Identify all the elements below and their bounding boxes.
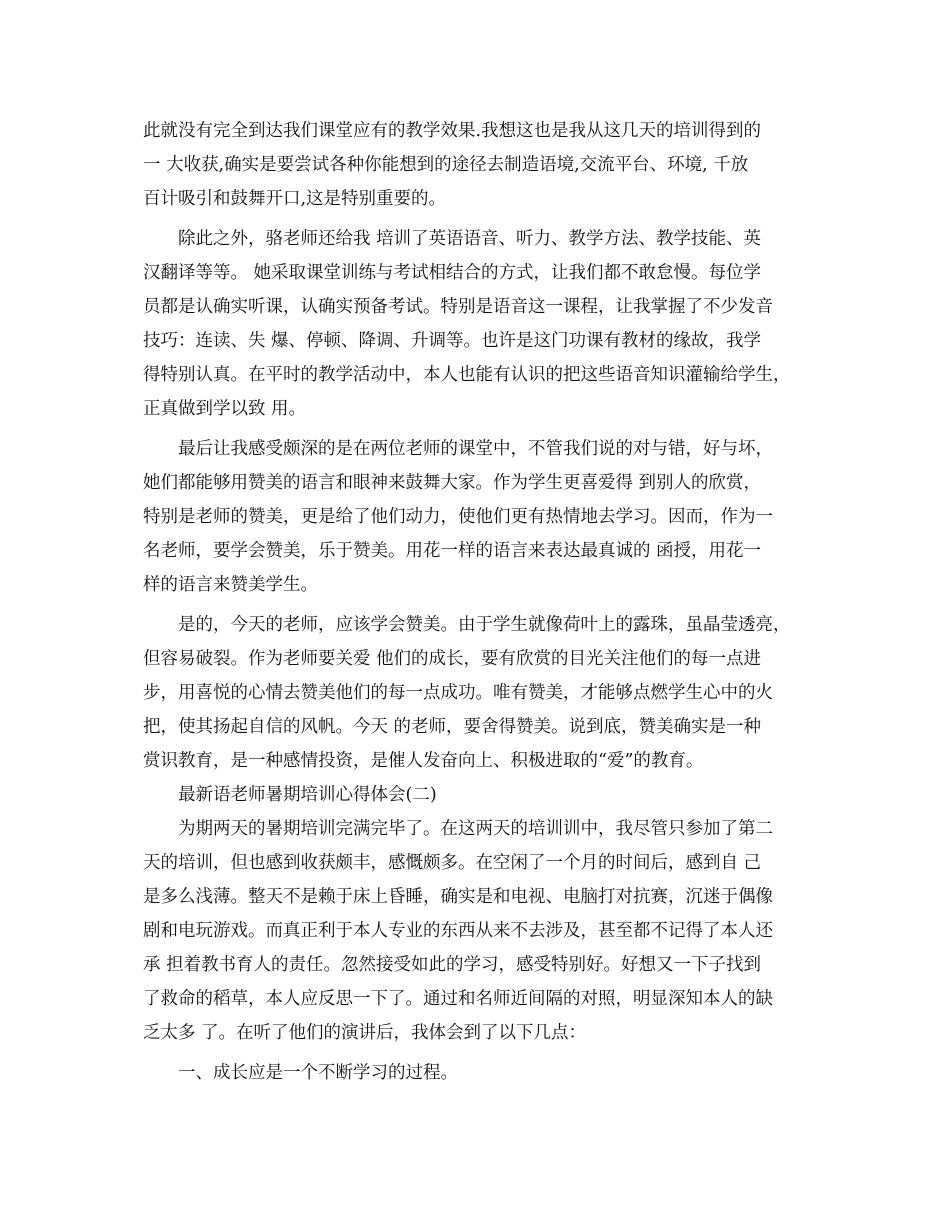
text-line: 样的语言来赞美学生。 bbox=[143, 575, 318, 595]
text-line: 员都是认确实听课，认确实预备考试。特别是语音这一课程，让我掌握了不少发音 bbox=[143, 297, 773, 317]
text-line: 了救命的稻草，本人应反思一下了。通过和名师近间隔的对照，明显深知本人的缺 bbox=[143, 989, 773, 1009]
text-line: 乏太多 了。在听了他们的演讲后，我体会到了以下几点： bbox=[143, 1023, 587, 1043]
text-line: 得特别认真。在平时的教学活动中，本人也能有认识的把这些语音知识灌输给学生， bbox=[143, 365, 791, 385]
text-line: 汉翻译等等。 她采取课堂训练与考试相结合的方式，让我们都不敢怠慢。每位学 bbox=[143, 263, 762, 283]
section-heading: 最新语老师暑期培训心得体会(二) bbox=[143, 785, 437, 805]
text-line: 特别是老师的赞美，更是给了他们动力，使他们更有热情地去学习。因而，作为一 bbox=[143, 507, 773, 527]
text-line: 但容易破裂。作为老师要关爱 他们的成长，要有欣赏的目光关注他们的每一点进 bbox=[143, 649, 762, 669]
text-line: 技巧：连读、失 爆、停顿、降调、升调等。也许是这门功课有教材的缘故，我学 bbox=[143, 331, 762, 351]
paragraph-start-line: 是的，今天的老师，应该学会赞美。由于学生就像荷叶上的露珠，虽晶莹透亮， bbox=[143, 615, 791, 635]
text-line: 正真做到学以致 用。 bbox=[143, 399, 307, 419]
text-line: 承 担着教书育人的责任。忽然接受如此的学习，感受特别好。好想又一下子找到 bbox=[143, 955, 762, 975]
text-line: 剧和电玩游戏。而真正利于本人专业的东西从来不去涉及，甚至都不记得了本人还 bbox=[143, 921, 773, 941]
document-body bbox=[143, 114, 823, 1090]
paragraph-start-line: 为期两天的暑期培训完满完毕了。在这两天的培训训中，我尽管只参加了第二 bbox=[143, 819, 773, 839]
text-line: 是多么浅薄。整天不是赖于床上昏睡，确实是和电视、电脑打对抗赛，沉迷于偶像 bbox=[143, 887, 773, 907]
text-line: 天的培训，但也感到收获颇丰，感慨颇多。在空闲了一个月的时间后，感到自 己 bbox=[143, 853, 762, 873]
text-line: 一 大收获,确实是要尝试各种你能想到的途径去制造语境,交流平台、环境, 千放 bbox=[143, 155, 749, 175]
paragraph-start-line: 除此之外，骆老师还给我 培训了英语语音、听力、教学方法、教学技能、英 bbox=[143, 229, 762, 249]
list-item: 一、成长应是一个不断学习的过程。 bbox=[143, 1063, 458, 1083]
text-line: 百计吸引和鼓舞开口,这是特别重要的。 bbox=[143, 189, 447, 209]
text-line: 此就没有完全到达我们课堂应有的教学效果.我想这也是我从这几天的培训得到的 bbox=[143, 121, 762, 141]
text-line: 赏识教育，是一种感情投资，是催人发奋向上、积极进取的“爱”的教育。 bbox=[143, 751, 704, 771]
text-line: 把，使其扬起自信的风帆。今天 的老师，要舍得赞美。说到底，赞美确实是一种 bbox=[143, 717, 762, 737]
paragraph-start-line: 最后让我感受颇深的是在两位老师的课堂中，不管我们说的对与错，好与坏， bbox=[143, 439, 773, 459]
text-line: 名老师，要学会赞美，乐于赞美。用花一样的语言来表达最真诚的 函授，用花一 bbox=[143, 541, 762, 561]
text-line: 她们都能够用赞美的语言和眼神来鼓舞大家。作为学生更喜爱得 到别人的欣赏， bbox=[143, 473, 762, 493]
text-line: 步，用喜悦的心情去赞美他们的每一点成功。唯有赞美，才能够点燃学生心中的火 bbox=[143, 683, 773, 703]
